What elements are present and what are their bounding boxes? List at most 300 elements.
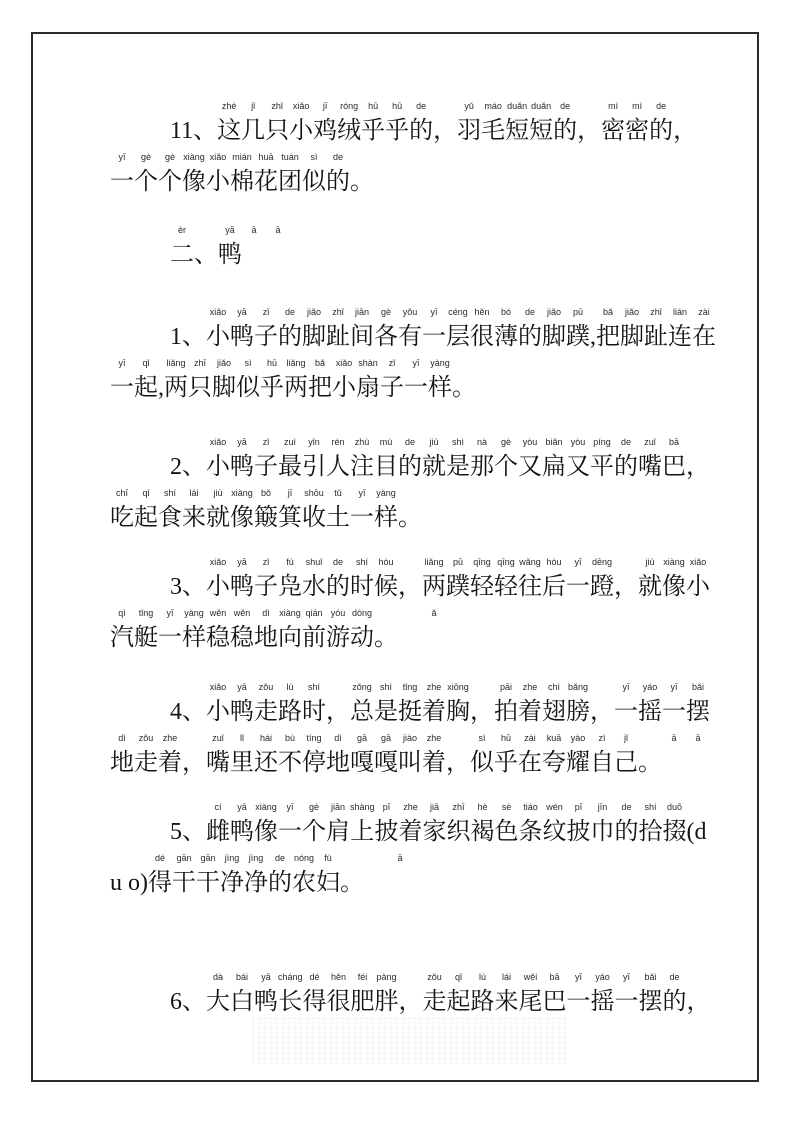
hanzi-text: 。 xyxy=(350,169,374,195)
pinyin-text: tiáo xyxy=(523,802,538,812)
hanzi-text: 目 xyxy=(374,454,398,480)
paragraph-item-11 xyxy=(110,98,737,200)
pinyin-text: yào xyxy=(570,733,586,743)
hanzi-text: ， xyxy=(686,989,711,1015)
hanzi-text: 1、 xyxy=(170,324,206,350)
ruby-segment xyxy=(284,357,308,406)
paragraph-item-6 xyxy=(110,969,737,1020)
hanzi-text: 像 xyxy=(182,169,206,195)
pinyin-text: yī xyxy=(623,972,631,982)
hanzi-text: 小 xyxy=(206,324,230,350)
ruby-segment xyxy=(668,306,692,355)
ruby-line xyxy=(110,355,737,406)
ruby-segment xyxy=(278,487,302,536)
hanzi-text: 里 xyxy=(230,750,254,776)
pinyin-text: yī xyxy=(118,358,126,368)
pinyin-text: yǔ xyxy=(464,101,474,111)
ruby-segment xyxy=(110,357,134,406)
hanzi-text: 绒 xyxy=(337,118,362,144)
hanzi-text: 走 xyxy=(254,699,278,725)
pinyin-text: dé xyxy=(309,972,320,982)
pinyin-text: chì xyxy=(547,682,560,692)
pinyin-text: tǐng xyxy=(138,608,154,618)
pinyin-text: yā xyxy=(237,307,247,317)
ruby-segment xyxy=(375,971,399,1020)
pinyin-text: zǐ xyxy=(262,437,270,447)
pinyin-text: wěi xyxy=(523,972,538,982)
ruby-segment xyxy=(615,971,639,1020)
hanzi-text: 鸭 xyxy=(230,699,254,725)
hanzi-text: 叫 xyxy=(398,750,422,776)
ruby-segment xyxy=(206,732,230,781)
hanzi-text: 几 xyxy=(241,118,266,144)
pinyin-text: zhī xyxy=(193,358,206,368)
hanzi-text: 。 xyxy=(398,505,422,531)
pinyin-text: qīng xyxy=(497,557,515,567)
pinyin-text: yī xyxy=(358,488,366,498)
hanzi-text: 轻 xyxy=(470,574,494,600)
pinyin-text: xiǎo xyxy=(292,101,310,111)
hanzi-text: 不 xyxy=(278,750,302,776)
hanzi-text: 的 xyxy=(398,454,422,480)
hanzi-text: 薄 xyxy=(494,324,518,350)
pinyin-text: zhè xyxy=(221,101,237,111)
ruby-segment xyxy=(361,100,385,149)
hanzi-text: 起 xyxy=(446,989,471,1015)
pinyin-text: xiàng xyxy=(279,608,301,618)
hanzi-text: 3、 xyxy=(170,574,206,600)
ruby-segment xyxy=(302,801,326,850)
pinyin-text: de xyxy=(274,853,285,863)
hanzi-text: 蹬 xyxy=(590,574,614,600)
hanzi-text: 食 xyxy=(158,505,182,531)
hanzi-text: 连 xyxy=(668,324,692,350)
ruby-segment xyxy=(446,681,470,730)
ruby-segment xyxy=(374,306,398,355)
pinyin-text: yóu xyxy=(330,608,346,618)
ruby-line xyxy=(110,485,737,536)
ruby-segment xyxy=(350,556,374,605)
hanzi-text: 的 xyxy=(518,324,542,350)
ruby-segment xyxy=(577,100,601,149)
hanzi-text: 子 xyxy=(254,324,278,350)
ruby-segment xyxy=(254,732,278,781)
ruby-segment xyxy=(230,487,254,536)
hanzi-text: 引 xyxy=(302,454,326,480)
pinyin-text: cí xyxy=(214,802,222,812)
ruby-segment xyxy=(350,487,374,536)
pinyin-text: yàng xyxy=(430,358,450,368)
ruby-line xyxy=(110,304,737,355)
ruby-segment xyxy=(230,681,254,730)
pinyin-text: ā xyxy=(397,853,403,863)
stray-pinyin-mark xyxy=(662,732,686,781)
pinyin-text: qǐ xyxy=(142,358,150,368)
pinyin-text: qīng xyxy=(473,557,491,567)
pinyin-text: wěn xyxy=(233,608,251,618)
hanzi-text: 扇 xyxy=(356,375,380,401)
pinyin-text: zhe xyxy=(403,802,418,812)
pinyin-text: sì xyxy=(244,358,252,368)
hanzi-text: 着 xyxy=(422,699,446,725)
pinyin-text: shì xyxy=(451,437,464,447)
pinyin-text: jīn xyxy=(597,802,608,812)
ruby-segment xyxy=(292,852,316,901)
pinyin-text: gā xyxy=(356,733,367,743)
ruby-segment xyxy=(686,556,710,605)
ruby-segment xyxy=(302,681,326,730)
ruby-segment xyxy=(663,801,687,850)
ruby-line xyxy=(110,850,737,901)
ruby-segment xyxy=(638,732,662,781)
pinyin-text: yā xyxy=(261,972,271,982)
ruby-segment xyxy=(518,436,542,485)
ruby-segment xyxy=(278,436,302,485)
hanzi-text: 间 xyxy=(350,324,374,350)
pinyin-text: jìng xyxy=(248,853,264,863)
pinyin-text: mì xyxy=(632,101,643,111)
ruby-segment xyxy=(302,436,326,485)
ruby-segment xyxy=(687,971,711,1020)
hanzi-text: 个 xyxy=(302,819,326,845)
pinyin-text: jǐ xyxy=(624,733,628,743)
ruby-segment xyxy=(278,151,302,200)
stray-pinyin-mark xyxy=(422,607,446,656)
pinyin-text: fù xyxy=(324,853,332,863)
pinyin-text: jǐ xyxy=(251,101,256,111)
hanzi-text: 一 xyxy=(662,699,686,725)
ruby-segment xyxy=(446,306,470,355)
hanzi-text: 个 xyxy=(134,169,158,195)
pinyin-text: yī xyxy=(286,802,294,812)
ruby-segment xyxy=(662,681,686,730)
hanzi-text: 总 xyxy=(350,699,374,725)
pinyin-text: jiù xyxy=(645,557,655,567)
ruby-segment xyxy=(316,852,340,901)
hanzi-text: 又 xyxy=(566,454,590,480)
hanzi-text: 妇 xyxy=(316,870,340,896)
hanzi-text: , xyxy=(158,375,164,401)
ruby-segment xyxy=(374,732,398,781)
hanzi-text: ， xyxy=(470,699,494,725)
pinyin-text: wén xyxy=(546,802,563,812)
hanzi-text: 巴 xyxy=(662,454,686,480)
ruby-segment xyxy=(170,224,194,273)
pinyin-text: dì xyxy=(334,733,342,743)
ruby-segment xyxy=(542,436,566,485)
hanzi-text: 候 xyxy=(374,574,398,600)
ruby-segment xyxy=(158,151,182,200)
ruby-segment xyxy=(470,436,494,485)
ruby-segment xyxy=(481,100,505,149)
hanzi-text: 脚 xyxy=(542,324,566,350)
pinyin-text: xiōng xyxy=(447,682,469,692)
hanzi-text: 小 xyxy=(289,118,314,144)
pinyin-text: sì xyxy=(478,733,486,743)
hanzi-text: 把 xyxy=(308,375,332,401)
hanzi-text: 的 xyxy=(649,118,674,144)
ruby-segment xyxy=(196,852,220,901)
ruby-segment xyxy=(364,852,388,901)
ruby-segment xyxy=(423,971,447,1020)
hanzi-text: 走 xyxy=(422,989,447,1015)
hanzi-text: 毛 xyxy=(481,118,506,144)
pinyin-text: zhe xyxy=(426,682,442,692)
hanzi-text: 肩 xyxy=(326,819,350,845)
hanzi-text: 似 xyxy=(302,169,326,195)
pinyin-text: bǎi xyxy=(644,972,657,982)
pinyin-text: èr xyxy=(177,225,186,235)
pinyin-text: gè xyxy=(500,437,511,447)
pinyin-text: de xyxy=(332,152,343,162)
ruby-segment xyxy=(614,556,638,605)
pinyin-text: xiǎo xyxy=(209,152,227,162)
ruby-segment xyxy=(543,971,567,1020)
hanzi-text: 像 xyxy=(662,574,686,600)
ruby-segment xyxy=(398,732,422,781)
pinyin-text: zǒu xyxy=(258,682,274,692)
pinyin-text: ā xyxy=(695,733,701,743)
hanzi-text: 注 xyxy=(350,454,374,480)
hanzi-text: 一 xyxy=(422,324,446,350)
ruby-line xyxy=(110,730,737,781)
ruby-segment xyxy=(110,852,148,901)
hanzi-text: 一 xyxy=(110,375,134,401)
pinyin-text: gè xyxy=(380,307,391,317)
hanzi-text: 扁 xyxy=(542,454,566,480)
pinyin-text: zǐ xyxy=(262,307,270,317)
hanzi-text: 褐 xyxy=(470,819,495,845)
pinyin-text: shì xyxy=(379,682,392,692)
pinyin-text: qián xyxy=(305,608,323,618)
hanzi-text: 嘎 xyxy=(350,750,374,776)
ruby-segment xyxy=(254,306,278,355)
hanzi-text: 最 xyxy=(278,454,302,480)
hanzi-text: 色 xyxy=(494,819,519,845)
pinyin-text: hū xyxy=(392,101,403,111)
pinyin-text: yī xyxy=(670,682,678,692)
hanzi-text: 嘎 xyxy=(374,750,398,776)
ruby-segment xyxy=(326,681,350,730)
pinyin-text: jiā xyxy=(430,802,440,812)
pinyin-text: gè xyxy=(308,802,319,812)
hanzi-text: 时 xyxy=(350,574,374,600)
hanzi-text: 棉 xyxy=(230,169,254,195)
hanzi-text: 干 xyxy=(172,870,196,896)
hanzi-text: 花 xyxy=(254,169,278,195)
ruby-segment xyxy=(302,556,326,605)
hanzi-text: 来 xyxy=(494,989,519,1015)
pinyin-text: gè xyxy=(140,152,151,162)
hanzi-text: 像 xyxy=(254,819,278,845)
pinyin-text: biǎn xyxy=(545,437,563,447)
ruby-segment xyxy=(422,556,446,605)
hanzi-text: 鸭 xyxy=(230,454,254,480)
ruby-segment xyxy=(356,357,380,406)
ruby-segment xyxy=(494,732,518,781)
ruby-segment xyxy=(170,100,217,149)
hanzi-text: 凫 xyxy=(278,574,302,600)
ruby-segment xyxy=(230,971,254,1020)
pinyin-text: jiǎo xyxy=(306,307,321,317)
pinyin-text: duō xyxy=(667,802,683,812)
pinyin-text: de xyxy=(416,101,427,111)
ruby-segment xyxy=(398,487,422,536)
hanzi-text: 就 xyxy=(422,454,446,480)
ruby-segment xyxy=(638,681,662,730)
ruby-segment xyxy=(470,732,494,781)
ruby-segment xyxy=(447,801,471,850)
hanzi-text: 着 xyxy=(422,750,446,776)
hanzi-text: 膀 xyxy=(566,699,590,725)
hanzi-text: 鸭 xyxy=(230,819,254,845)
hanzi-text: 得 xyxy=(148,870,172,896)
hanzi-text: 6、 xyxy=(170,989,206,1015)
pinyin-text: xiàng xyxy=(255,802,277,812)
hanzi-text: 小 xyxy=(686,574,710,600)
pinyin-text: zǒu xyxy=(427,972,442,982)
ruby-segment xyxy=(326,607,350,656)
ruby-segment xyxy=(158,487,182,536)
ruby-segment xyxy=(254,151,278,200)
hanzi-text: 又 xyxy=(518,454,542,480)
ruby-segment xyxy=(170,801,206,850)
hanzi-text: 着 xyxy=(158,750,182,776)
ruby-segment xyxy=(471,801,495,850)
ruby-segment xyxy=(494,556,518,605)
hanzi-text: 只 xyxy=(188,375,212,401)
ruby-segment xyxy=(350,681,374,730)
pinyin-text: shí xyxy=(163,488,176,498)
hanzi-text: 在 xyxy=(518,750,542,776)
ruby-segment xyxy=(308,357,332,406)
hanzi-text: 摇 xyxy=(590,989,615,1015)
ruby-segment xyxy=(374,436,398,485)
pinyin-text: bā xyxy=(668,437,679,447)
pinyin-text: xiàng xyxy=(183,152,205,162)
ruby-segment xyxy=(495,801,519,850)
hanzi-text: 来 xyxy=(182,505,206,531)
hanzi-text: 胖 xyxy=(374,989,399,1015)
ruby-segment xyxy=(230,607,254,656)
pinyin-text: de xyxy=(560,101,571,111)
hanzi-text: 吃 xyxy=(110,505,134,531)
pinyin-text: jiān xyxy=(330,802,345,812)
pinyin-text: lù xyxy=(286,682,294,692)
pinyin-text: zì xyxy=(598,733,606,743)
pinyin-text: yǐn xyxy=(308,437,320,447)
ruby-segment xyxy=(553,100,577,149)
ruby-segment xyxy=(230,556,254,605)
ruby-segment xyxy=(241,100,265,149)
pinyin-text: pū xyxy=(572,307,583,317)
pinyin-text: tíng xyxy=(306,733,322,743)
hanzi-text: 2、 xyxy=(170,454,206,480)
ruby-segment xyxy=(446,436,470,485)
hanzi-text: 起 xyxy=(134,505,158,531)
hanzi-text: 人 xyxy=(326,454,350,480)
ruby-segment xyxy=(505,100,529,149)
hanzi-text: 己 xyxy=(614,750,638,776)
pinyin-text: yī xyxy=(575,972,583,982)
pinyin-text: jiān xyxy=(354,307,369,317)
pinyin-text: lù xyxy=(479,972,487,982)
hanzi-text: 路 xyxy=(278,699,302,725)
ruby-segment xyxy=(494,436,518,485)
hanzi-text: 样 xyxy=(428,375,452,401)
ruby-segment xyxy=(590,556,614,605)
hanzi-text: 。 xyxy=(638,750,662,776)
ruby-segment xyxy=(457,100,481,149)
ruby-segment xyxy=(350,732,374,781)
pinyin-text: zǐ xyxy=(388,358,396,368)
pinyin-text: qì xyxy=(118,608,126,618)
pinyin-text: zuǐ xyxy=(212,733,224,743)
ruby-segment xyxy=(542,732,566,781)
pinyin-text: xiǎo xyxy=(689,557,707,567)
pinyin-text: bā xyxy=(549,972,560,982)
ruby-segment xyxy=(494,306,518,355)
ruby-segment xyxy=(230,151,254,200)
ruby-segment xyxy=(615,801,639,850)
ruby-segment xyxy=(471,971,495,1020)
pinyin-text: shàn xyxy=(358,358,378,368)
pinyin-text: zhe xyxy=(162,733,178,743)
pinyin-text: shōu xyxy=(304,488,324,498)
pinyin-text: xiǎo xyxy=(335,358,353,368)
ruby-segment xyxy=(470,681,494,730)
paragraph-item-4 xyxy=(110,679,737,781)
pinyin-text: tǔ xyxy=(334,488,342,498)
hanzi-text: 起 xyxy=(134,375,158,401)
pinyin-text: de xyxy=(332,557,343,567)
hanzi-text: 簸 xyxy=(254,505,278,531)
pinyin-text: yā xyxy=(237,682,247,692)
ruby-segment xyxy=(662,556,686,605)
pinyin-text: de xyxy=(620,437,631,447)
hanzi-text: 一 xyxy=(566,989,591,1015)
ruby-segment xyxy=(567,801,591,850)
paragraph-heading-duck xyxy=(110,222,737,273)
pinyin-text: fú xyxy=(286,557,294,567)
ruby-segment xyxy=(566,681,590,730)
ruby-segment xyxy=(398,436,422,485)
ruby-segment xyxy=(302,607,326,656)
hanzi-text: 把 xyxy=(596,324,620,350)
ruby-segment xyxy=(374,556,398,605)
ruby-segment xyxy=(265,100,289,149)
hanzi-text: 只 xyxy=(265,118,290,144)
hanzi-text: 得 xyxy=(302,989,327,1015)
hanzi-text: 自 xyxy=(590,750,614,776)
ruby-segment xyxy=(649,100,673,149)
hanzi-text: 个 xyxy=(158,169,182,195)
pinyin-text: bái xyxy=(235,972,248,982)
ruby-segment xyxy=(590,436,614,485)
hanzi-text: 5、 xyxy=(170,819,206,845)
pinyin-text: jìng xyxy=(224,853,240,863)
hanzi-text: 向 xyxy=(278,625,302,651)
ruby-segment xyxy=(170,556,206,605)
ruby-segment xyxy=(446,732,470,781)
hanzi-text: 的 xyxy=(553,118,578,144)
pinyin-text: zhǐ xyxy=(650,307,662,317)
hanzi-text: 子 xyxy=(254,454,278,480)
ruby-segment xyxy=(398,607,422,656)
ruby-segment xyxy=(254,607,278,656)
pinyin-text: de xyxy=(404,437,415,447)
ruby-segment xyxy=(542,306,566,355)
